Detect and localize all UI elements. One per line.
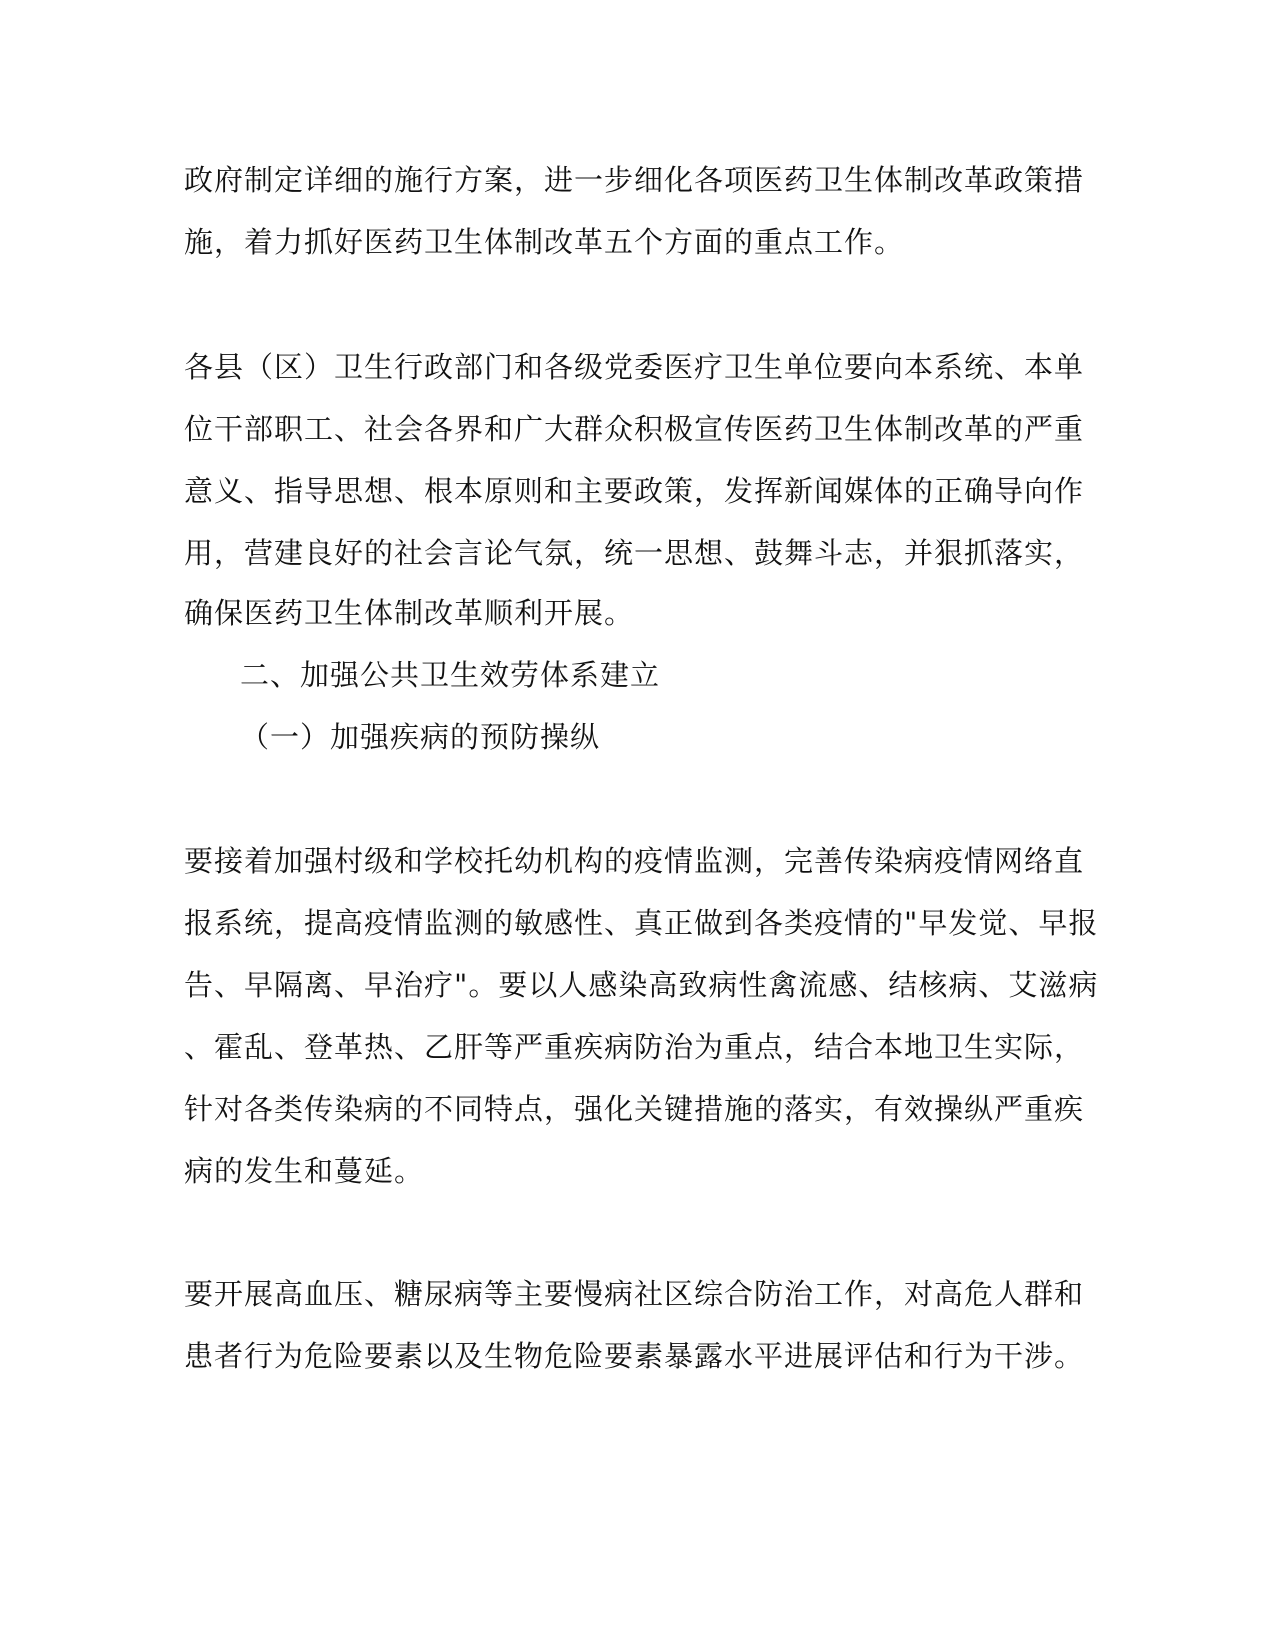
subsection-heading: （一）加强疾病的预防操纵 — [240, 720, 601, 754]
section-heading: 二、加强公共卫生效劳体系建立 — [240, 658, 661, 692]
paragraph-3-line-5: 针对各类传染病的不同特点，强化关键措施的落实，有效操纵严重疾 — [184, 1092, 1085, 1126]
paragraph-3-line-3: 告、早隔离、早治疗"。要以人感染高致病性禽流感、结核病、艾滋病 — [184, 968, 1099, 1002]
paragraph-4-line-2: 患者行为危险要素以及生物危险要素暴露水平进展评估和行为干涉。 — [184, 1339, 1085, 1373]
paragraph-1-line-1: 政府制定详细的施行方案，进一步细化各项医药卫生体制改革政策措 — [184, 163, 1085, 197]
paragraph-3-line-2: 报系统，提高疫情监测的敏感性、真正做到各类疫情的"早发觉、早报 — [184, 906, 1099, 940]
paragraph-2-line-1: 各县（区）卫生行政部门和各级党委医疗卫生单位要向本系统、本单 — [184, 350, 1085, 384]
paragraph-2-line-3: 意义、指导思想、根本原则和主要政策，发挥新闻媒体的正确导向作 — [184, 474, 1085, 508]
paragraph-1-line-2: 施，着力抓好医药卫生体制改革五个方面的重点工作。 — [184, 225, 905, 259]
paragraph-2-line-4: 用，营建良好的社会言论气氛，统一思想、鼓舞斗志，并狠抓落实， — [184, 536, 1085, 570]
paragraph-3-line-1: 要接着加强村级和学校托幼机构的疫情监测，完善传染病疫情网络直 — [184, 844, 1085, 878]
paragraph-3-line-4: 、霍乱、登革热、乙肝等严重疾病防治为重点，结合本地卫生实际， — [184, 1030, 1085, 1064]
paragraph-2-line-2: 位干部职工、社会各界和广大群众积极宣传医药卫生体制改革的严重 — [184, 412, 1085, 446]
paragraph-3-line-6: 病的发生和蔓延。 — [184, 1154, 425, 1188]
paragraph-4-line-1: 要开展高血压、糖尿病等主要慢病社区综合防治工作，对高危人群和 — [184, 1277, 1085, 1311]
paragraph-2-line-5: 确保医药卫生体制改革顺利开展。 — [184, 596, 635, 630]
